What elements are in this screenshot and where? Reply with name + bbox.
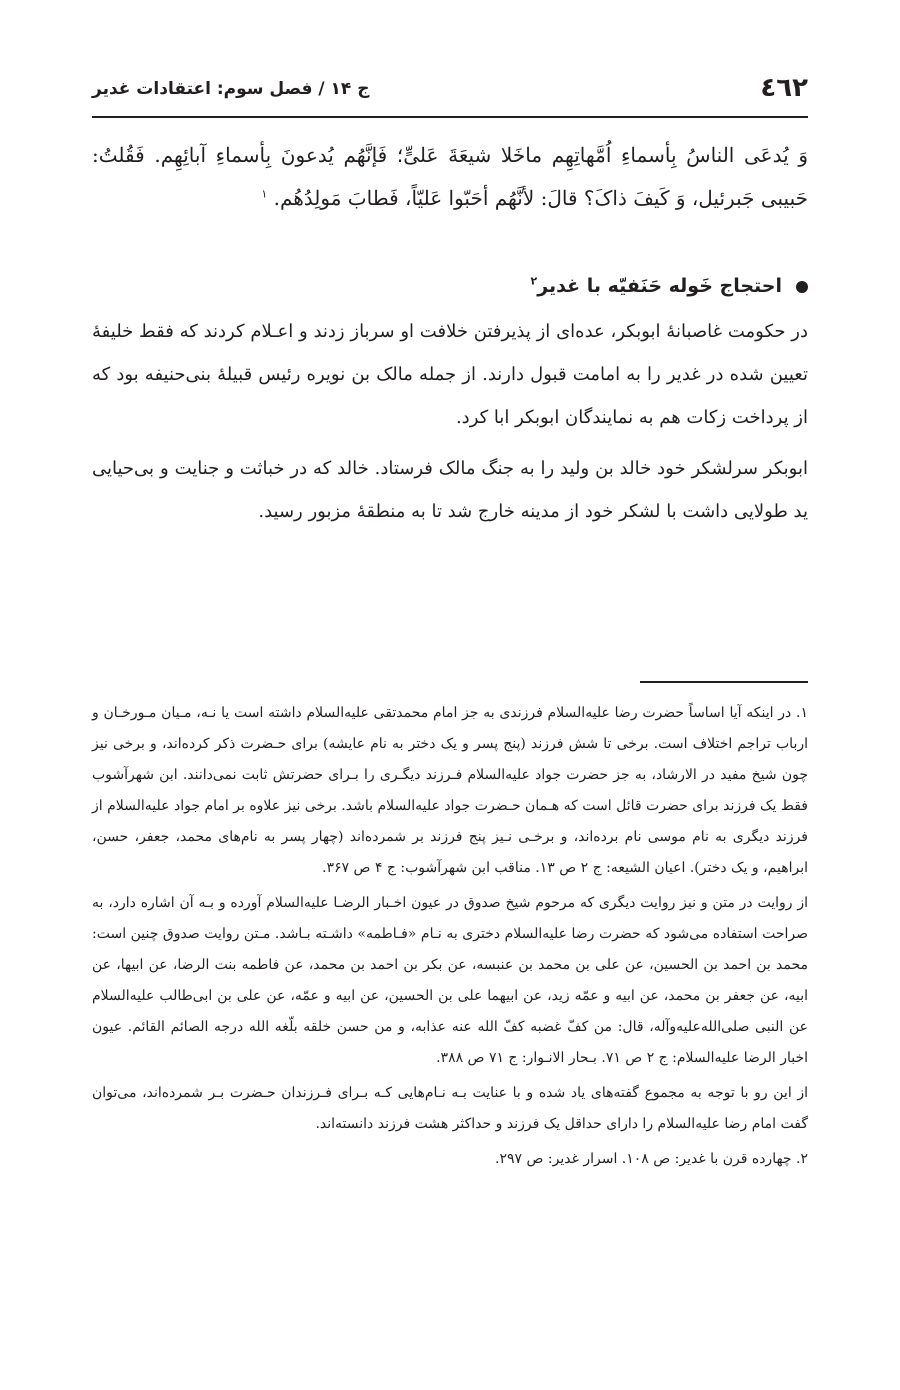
footnote: ۱. در اینکه آیا اساساً حضرت رضا علیه‌السلام فرزندی به جز امام محمدتقی علیه‌السلام داشته است یا نـه، مـیان مـورخـان و ارباب تراجم اختلاف است. برخی تا شش فرزند (پنج پسر و یک دختر به نام عایشه) برای حـضرت ذکر کرده‌اند، و برخی نیز چون شیخ مفید در الارشاد، به جز حضرت جواد علیه‌السلام فـرزند دیگـری را بـرای حضرتش ثابت نمی‌دانند. ابن شهرآشوب فقط یک فرزند برای حضرت قائل است که هـمان حـضرت جواد علیه‌السلام باشد. برخی نیز علاوه بر امام جواد علیه‌السلام از فرزند دیگری به نام موسی نام برده‌اند، و برخـی نـیز پنج فرزند بر شمرده‌اند (چهار پسر به نام‌های محمد، جعفر، حسن، ابراهیم، و یک دختر). اعیان الشیعه: ج ۲ ص ۱۳. مناقب ابن شهرآشوب: ج ۴ ص ۳۶۷. xyxy=(92,705,808,876)
section-heading xyxy=(92,266,808,306)
header-rule xyxy=(92,116,808,118)
main-text xyxy=(92,134,808,541)
footnote: ۲. چهارده قرن با غدیر: ص ۱۰۸. اسرار غدیر: ص ۲۹۷. xyxy=(495,1151,808,1167)
footnotes xyxy=(92,698,808,1179)
arabic-quote xyxy=(92,134,808,220)
section-heading-text: احتجاج خَوله حَنَفیّه با غدیر xyxy=(537,275,782,297)
bullet-icon xyxy=(796,281,808,293)
page-header xyxy=(92,68,808,116)
footnote: از این رو با توجه به مجموع گفته‌های یاد شده و با عنایت بـه نـام‌هایی کـه بـرای فـرزندان حـضرت بـر شمرده‌اند، می‌توان گفت امام رضا علیه‌السلام را دارای حداقل یک فرزند و حداکثر هشت فرزند دانسته‌اند. xyxy=(92,1085,808,1132)
body-paragraph: در حکومت غاصبانهٔ ابوبکر، عده‌ای از پذیرفتن خلافت او سرباز زدند و اعـلام کردند که فقط خلیفهٔ تعیین شده در غدیر را به امامت قبول دارند. از جمله مالک بن نویره رئیس قبیلهٔ بنی‌حنیفه بود که از پرداخت زکات هم به نمایندگان ابوبکر ابا کرد. xyxy=(92,321,808,428)
footnote: از روایت در متن و نیز روایت دیگری که مرحوم شیخ صدوق در عیون اخـبار الرضـا علیه‌السلام آورده و بـه آن اشاره دارد، به صراحت استفاده می‌شود که حضرت رضا علیه‌السلام دختری به نـام «فـاطمه» داشـته بـاشد. مـتن روایت صدوق چنین است: محمد بن احمد بن الحسین، عن علی بن محمد بن عنبسه، عن بکر بن احمد بن محمد، عن فاطمه بنت الرضا، عن ابیها، عن ابیه، عن جعفر بن محمد، عن ابیه و عمّه زید، عن ابیهما علی بن الحسین، عن ابیه و عمّه، عن علی بن ابی‌طالب علیه‌السلام عن النبی صلی‌الله‌علیه‌وآله، قال: من کفّ غضبه کفّ الله عنه عذابه، و من حسن خلقه بلّغه الله درجه الصائم القائم. عیون اخبار الرضا علیه‌السلام: ج ۲ ص ۷۱. بـحار الانـوار: ج ۷۱ ص ۳۸۸. xyxy=(92,895,808,1066)
footnote-rule xyxy=(640,681,808,683)
running-head: ج ۱۴ / فصل سوم: اعتقادات غدیر xyxy=(92,79,370,99)
footnote-ref-2[interactable]: ۲ xyxy=(530,274,538,288)
page-number: ٤٦٢ xyxy=(760,73,808,103)
arabic-quote-text: وَ یُدعَی الناسُ بِأسماءِ اُمَّهاتِهِم ماخَلا شیعَةَ عَلیٍّ؛ فَإنَّهُم یُدعونَ بِأسماءِ آبائِهِم. فَقُلتُ: حَبیبی جَبرئیل، وَ کَیفَ ذاکَ؟ قالَ: لأنَّهُم أحَبّوا عَلیّاً، فَطابَ مَولِدُهُم. xyxy=(92,143,808,210)
footnote-ref-1[interactable]: ۱ xyxy=(261,187,268,201)
body-paragraph: ابوبکر سرلشکر خود خالد بن ولید را به جنگ مالک فرستاد. خالد که در خباثت و جنایت و بی‌حیایی ید طولایی داشت با لشکر خود از مدینه خارج شد تا به منطقهٔ مزبور رسید. xyxy=(92,458,808,522)
